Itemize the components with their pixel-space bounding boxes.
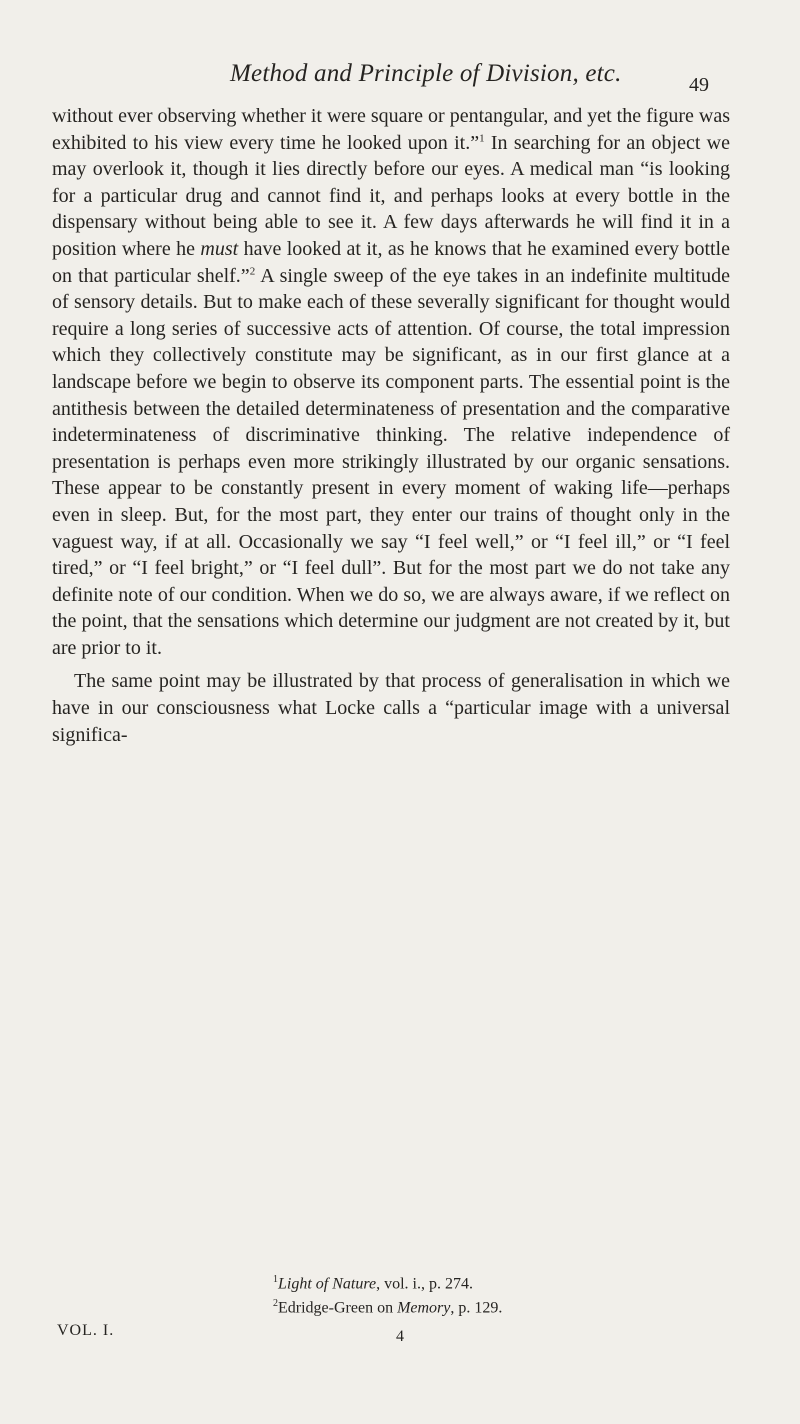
footnote-text: , p. 129. — [450, 1299, 503, 1317]
signature-number: 4 — [396, 1328, 404, 1345]
running-title: Method and Principle of Division, etc. — [230, 60, 622, 87]
footnote-ref-1: 1 — [479, 131, 485, 144]
volume-signature: VOL. I. — [57, 1322, 115, 1339]
footnote-mark: 2 — [273, 1298, 278, 1310]
text-run: have looked at it, as he knows that he examined every bottle on that particular shelf.” — [52, 237, 730, 287]
text-run: without ever observing whether it were square or pentangular, and yet the figure was exhibited to his view every time he looked upon it.” — [52, 105, 730, 154]
footnote-title: Light of Nature — [278, 1275, 377, 1293]
text-run: A single sweep of the eye takes in an indefinite multitude of sensory details. But to make each of these severally significant for thought would require a long series of successive acts of attention. Of course, the total impression which they collectively constitute may be significant, as in our first glance at a landscape before we begin to observe its component parts. The essential point is the antithesis between the detailed determinateness of presentation and the comparative indeterminateness of discriminative thinking. The relative independence of presentation is perhaps even more strikingly illustrated by our organic sensations. These appear to be constantly present in every moment of waking life—perhaps even in sleep. But, for the most part, they enter our trains of thought only in the vaguest way, if at all. Occasionally we say “I feel well,” or “I feel ill,” or “I feel tired,” or “I feel bright,” or “I feel dull”. But for the most part we do not take any definite note of our condition. When we do so, we are always aware, if we reflect on the point, that the sensations which determine our judgment are not created by it, but are prior to it. — [52, 264, 730, 659]
footnote-text: Edridge-Green on — [278, 1299, 398, 1317]
footnote-text: , vol. i., p. 274. — [376, 1275, 473, 1293]
footnotes — [52, 1270, 730, 1319]
footnote-2 — [52, 1294, 730, 1318]
paragraph: The same point may be illustrated by that process of generalisation in which we have in our consciousness what Locke calls a “particular image with a universal significa- — [52, 670, 730, 746]
footnote-1 — [52, 1270, 730, 1294]
paragraph — [52, 103, 730, 661]
body-text — [52, 103, 730, 748]
page-number: 49 — [689, 74, 709, 96]
footnote-title: Memory — [397, 1299, 451, 1317]
page-header — [0, 60, 800, 100]
emphasis: must — [200, 237, 239, 260]
footnote-ref-2: 2 — [249, 264, 256, 277]
text-run: In searching for an object we may overlook it, though it lies directly before our eyes. A medical man “is looking for a particular drug and cannot find it, and perhaps looks at every bottle in the dispensary without being able to see it. A few days afterwards he will find it in a position where he — [52, 131, 730, 260]
footnote-mark: 1 — [273, 1274, 278, 1285]
